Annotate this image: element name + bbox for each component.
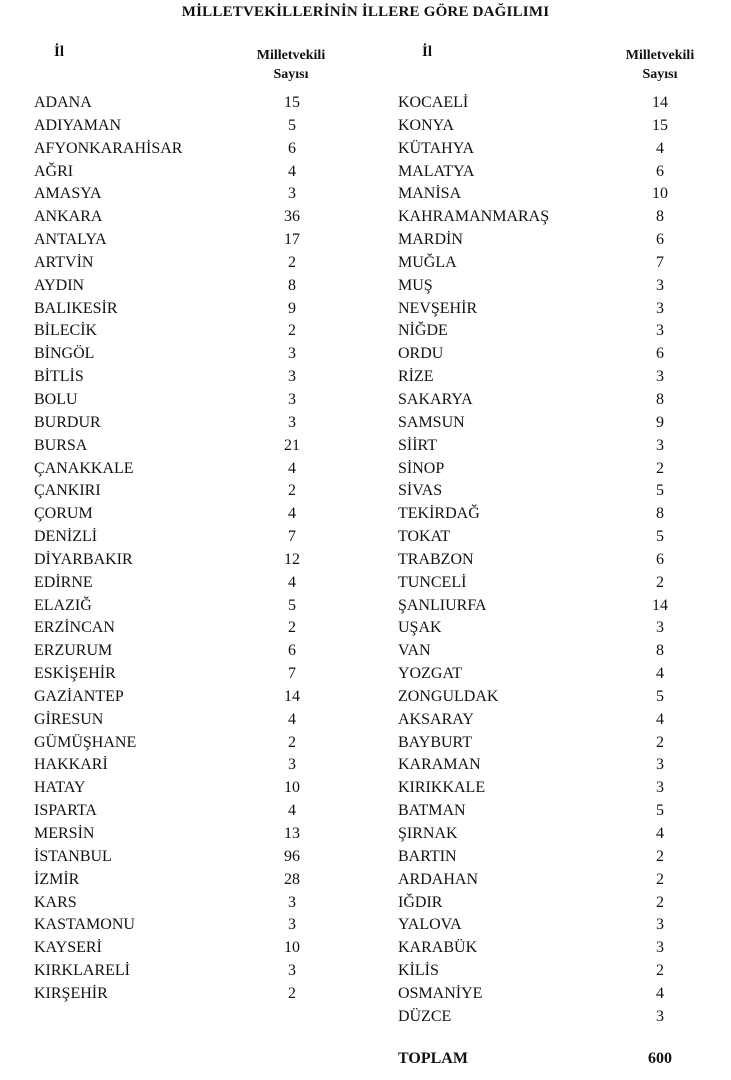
table-row [34, 960, 374, 983]
table-row [398, 92, 718, 115]
deputy-count: 4 [656, 665, 664, 683]
deputy-count: 3 [288, 390, 296, 408]
province-name: KAHRAMANMARAŞ [398, 208, 550, 226]
province-name: ERZİNCAN [34, 619, 115, 637]
table-row [34, 298, 374, 321]
deputy-count: 14 [652, 94, 668, 111]
table-row [34, 937, 374, 960]
total-row [398, 1047, 718, 1071]
table-row [398, 435, 718, 458]
deputy-count: 3 [288, 756, 296, 774]
deputy-count: 14 [284, 687, 300, 705]
deputy-count: 5 [288, 116, 296, 134]
province-name: ISPARTA [34, 802, 97, 820]
deputy-count: 13 [284, 825, 300, 842]
table-row [34, 595, 374, 618]
province-name: SİNOP [398, 459, 445, 477]
table-row [34, 732, 374, 755]
province-name: NEVŞEHİR [398, 299, 478, 317]
deputy-count: 6 [656, 231, 664, 249]
deputy-count: 4 [288, 162, 296, 180]
table-row [398, 617, 718, 640]
province-name: HAKKARİ [34, 756, 108, 774]
deputy-count: 3 [656, 916, 664, 934]
deputy-count: 3 [656, 276, 664, 294]
province-name: BATMAN [398, 802, 466, 820]
province-name: ORDU [398, 345, 444, 363]
table-row [34, 983, 374, 1006]
province-name: ARDAHAN [398, 870, 478, 888]
province-name: MARDİN [398, 231, 463, 249]
table-row [398, 937, 718, 960]
deputy-count: 2 [656, 573, 664, 591]
deputy-count: 3 [656, 299, 664, 317]
deputy-count: 8 [288, 276, 296, 294]
province-name: AMASYA [34, 185, 102, 203]
table-row [34, 914, 374, 937]
right-column-header [398, 44, 718, 92]
deputy-count: 3 [288, 185, 296, 203]
table-row [398, 275, 718, 298]
deputy-count: 4 [656, 825, 664, 842]
deputy-count: 28 [284, 870, 300, 888]
table-row [398, 206, 718, 229]
deputy-count: 6 [656, 345, 664, 363]
deputy-count: 8 [656, 505, 664, 523]
table-row [398, 754, 718, 777]
deputy-count: 36 [284, 208, 300, 226]
province-name: BİNGÖL [34, 345, 95, 363]
province-name: ARTVİN [34, 253, 94, 271]
deputy-count: 8 [656, 390, 664, 408]
deputy-count: 4 [288, 573, 296, 591]
table-row [398, 732, 718, 755]
deputy-count: 96 [284, 847, 300, 865]
province-name: KARABÜK [398, 939, 478, 957]
table-row [34, 206, 374, 229]
deputy-count: 4 [288, 802, 296, 820]
province-name: RİZE [398, 368, 434, 386]
province-name: ZONGULDAK [398, 687, 499, 705]
province-name: YOZGAT [398, 665, 462, 683]
table-row [34, 572, 374, 595]
table-row [34, 663, 374, 686]
province-name: ANKARA [34, 208, 103, 226]
deputy-count: 6 [656, 550, 664, 568]
deputy-count: 15 [652, 116, 668, 134]
province-name: KARAMAN [398, 756, 481, 774]
table-row [398, 686, 718, 709]
deputy-count: 3 [288, 345, 296, 363]
province-name: ÇANAKKALE [34, 459, 134, 477]
deputy-count: 8 [656, 208, 664, 226]
deputy-count: 15 [284, 94, 300, 111]
table-row [398, 846, 718, 869]
deputy-count: 3 [288, 916, 296, 934]
table-row [398, 343, 718, 366]
deputy-count: 4 [288, 459, 296, 477]
province-name: BARTIN [398, 847, 457, 865]
table-row [398, 229, 718, 252]
count-header-line1: Milletvekili [256, 48, 326, 63]
deputy-count: 10 [284, 939, 300, 957]
deputy-count: 4 [656, 139, 664, 157]
deputy-count: 3 [656, 368, 664, 386]
table-row [34, 343, 374, 366]
province-name: İSTANBUL [34, 847, 112, 865]
table-row [34, 92, 374, 115]
province-name: AYDIN [34, 276, 85, 294]
deputy-count: 7 [288, 665, 296, 683]
table-row [34, 526, 374, 549]
province-name: AFYONKARAHİSAR [34, 139, 183, 157]
table-row [34, 161, 374, 184]
deputy-count: 2 [288, 322, 296, 340]
province-name: KİLİS [398, 962, 439, 980]
table-row [398, 1006, 718, 1029]
deputy-count: 3 [288, 893, 296, 911]
province-name: ŞANLIURFA [398, 596, 487, 614]
table-row [398, 572, 718, 595]
table-row [34, 115, 374, 138]
table-row [398, 709, 718, 732]
table-row [34, 412, 374, 435]
deputy-count: 21 [284, 436, 300, 454]
deputy-count: 4 [656, 710, 664, 728]
province-name: BURSA [34, 436, 88, 454]
table-row [34, 229, 374, 252]
province-name: ESKİŞEHİR [34, 665, 116, 683]
count-header [610, 46, 710, 84]
province-name: SAKARYA [398, 390, 473, 408]
deputy-count: 2 [656, 962, 664, 980]
deputy-count: 3 [656, 779, 664, 797]
table-row [34, 503, 374, 526]
province-name: BAYBURT [398, 733, 473, 751]
province-name: BURDUR [34, 413, 101, 431]
deputy-count: 17 [284, 231, 300, 249]
deputy-count: 9 [288, 299, 296, 317]
table-row [398, 914, 718, 937]
deputy-count: 2 [288, 619, 296, 637]
deputy-count: 8 [656, 642, 664, 660]
table-row [398, 960, 718, 983]
province-name: ŞIRNAK [398, 825, 458, 842]
table-row [34, 480, 374, 503]
deputy-count: 2 [656, 870, 664, 888]
province-name: GÜMÜŞHANE [34, 733, 137, 751]
province-name: BİTLİS [34, 368, 84, 386]
deputy-count: 5 [656, 687, 664, 705]
province-name: UŞAK [398, 619, 442, 637]
table-row [34, 183, 374, 206]
province-name: ÇANKIRI [34, 482, 101, 500]
province-name: MERSİN [34, 825, 95, 842]
province-name: OSMANİYE [398, 984, 483, 1002]
count-header-line2: Sayısı [642, 67, 678, 82]
table-row [398, 115, 718, 138]
table-row [34, 435, 374, 458]
table-row [34, 640, 374, 663]
province-name: MUŞ [398, 276, 433, 294]
province-name: GAZİANTEP [34, 687, 124, 705]
table-row [34, 549, 374, 572]
table-row [34, 823, 374, 846]
page-title: MİLLETVEKİLLERİNİN İLLERE GÖRE DAĞILIMI [181, 4, 550, 20]
province-name: ADANA [34, 94, 92, 111]
table-row [398, 366, 718, 389]
province-name: VAN [398, 642, 431, 660]
table-row [398, 892, 718, 915]
table-row [34, 777, 374, 800]
table-row [398, 800, 718, 823]
table-row [34, 846, 374, 869]
deputy-count: 4 [288, 710, 296, 728]
deputy-count: 3 [656, 1007, 664, 1025]
deputy-count: 10 [652, 185, 668, 203]
deputy-count: 2 [656, 733, 664, 751]
deputy-count: 3 [656, 756, 664, 774]
table-row [398, 138, 718, 161]
table-row [398, 663, 718, 686]
table-row [398, 389, 718, 412]
province-name: IĞDIR [398, 893, 443, 911]
count-header [240, 46, 342, 84]
table-row [398, 183, 718, 206]
table-row [398, 595, 718, 618]
table-row [398, 252, 718, 275]
deputy-count: 2 [656, 459, 664, 477]
table-row [34, 686, 374, 709]
deputy-count: 2 [288, 733, 296, 751]
table-row [398, 480, 718, 503]
province-name: BİLECİK [34, 322, 98, 340]
province-name: KOCAELİ [398, 94, 469, 111]
table-row [398, 640, 718, 663]
table-row [34, 252, 374, 275]
table-row [398, 983, 718, 1006]
deputy-count: 3 [656, 619, 664, 637]
province-name: DENİZLİ [34, 528, 98, 546]
province-name: KIRŞEHİR [34, 984, 108, 1002]
table-row [34, 800, 374, 823]
total-value: 600 [648, 1050, 672, 1067]
il-header: İl [422, 44, 433, 60]
province-name: TOKAT [398, 528, 451, 546]
deputy-count: 14 [652, 596, 668, 614]
table-row [34, 320, 374, 343]
deputy-count: 7 [288, 528, 296, 546]
province-name: DÜZCE [398, 1007, 452, 1025]
province-name: ÇORUM [34, 505, 93, 523]
deputy-count: 4 [288, 505, 296, 523]
deputy-count: 3 [288, 413, 296, 431]
left-column [34, 44, 374, 1006]
province-name: KASTAMONU [34, 916, 135, 934]
table-row [398, 298, 718, 321]
deputy-count: 2 [288, 984, 296, 1002]
province-name: AĞRI [34, 162, 74, 180]
table-row [398, 320, 718, 343]
table-row [34, 389, 374, 412]
deputy-count: 5 [288, 596, 296, 614]
province-name: TUNCELİ [398, 573, 467, 591]
province-name: SİİRT [398, 436, 438, 454]
table-row [398, 161, 718, 184]
deputy-count: 7 [656, 253, 664, 271]
deputy-count: 3 [288, 962, 296, 980]
count-header-line1: Milletvekili [625, 48, 695, 63]
deputy-count: 10 [284, 779, 300, 797]
deputy-count: 12 [284, 550, 300, 568]
table-row [34, 138, 374, 161]
deputy-count: 2 [288, 253, 296, 271]
province-name: KIRIKKALE [398, 779, 486, 797]
deputy-count: 9 [656, 413, 664, 431]
deputy-count: 6 [656, 162, 664, 180]
table-row [34, 275, 374, 298]
deputy-count: 3 [288, 368, 296, 386]
table-row [34, 458, 374, 481]
right-column [398, 44, 718, 1029]
left-column-header [34, 44, 374, 92]
table-row [398, 503, 718, 526]
province-name: MUĞLA [398, 253, 457, 271]
province-name: NİĞDE [398, 322, 448, 340]
province-name: KIRKLARELİ [34, 962, 130, 980]
deputy-count: 3 [656, 436, 664, 454]
table-row [398, 412, 718, 435]
province-name: ADIYAMAN [34, 116, 122, 134]
province-name: KÜTAHYA [398, 139, 475, 157]
province-name: ANTALYA [34, 231, 107, 249]
deputy-count: 2 [656, 893, 664, 911]
deputy-count: 2 [656, 847, 664, 865]
province-name: SAMSUN [398, 413, 465, 431]
deputy-count: 5 [656, 482, 664, 500]
table-row [34, 709, 374, 732]
province-name: MALATYA [398, 162, 475, 180]
deputy-count: 3 [656, 939, 664, 957]
table-row [398, 777, 718, 800]
province-name: KAYSERİ [34, 939, 102, 957]
table-row [398, 869, 718, 892]
deputy-count: 4 [656, 984, 664, 1002]
table-row [398, 823, 718, 846]
left-rows [34, 92, 374, 1006]
deputy-count: 6 [288, 642, 296, 660]
province-name: EDİRNE [34, 573, 93, 591]
table-row [34, 754, 374, 777]
province-name: TEKİRDAĞ [398, 505, 480, 523]
table-row [398, 458, 718, 481]
province-name: GİRESUN [34, 710, 104, 728]
province-name: HATAY [34, 779, 86, 797]
count-header-line2: Sayısı [273, 67, 309, 82]
province-name: BALIKESİR [34, 299, 118, 317]
table-row [34, 617, 374, 640]
deputy-count: 5 [656, 802, 664, 820]
province-name: DİYARBAKIR [34, 550, 133, 568]
table-row [34, 892, 374, 915]
province-name: AKSARAY [398, 710, 474, 728]
table-row [34, 869, 374, 892]
province-name: MANİSA [398, 185, 462, 203]
province-name: KONYA [398, 116, 454, 134]
province-name: BOLU [34, 390, 78, 408]
province-name: İZMİR [34, 870, 80, 888]
table-row [398, 526, 718, 549]
table-row [34, 366, 374, 389]
province-name: ERZURUM [34, 642, 113, 660]
deputy-count: 6 [288, 139, 296, 157]
deputy-count: 3 [656, 322, 664, 340]
province-name: SİVAS [398, 482, 443, 500]
table-row [398, 549, 718, 572]
province-name: KARS [34, 893, 77, 911]
deputy-count: 2 [288, 482, 296, 500]
total-label: TOPLAM [398, 1050, 468, 1067]
deputy-count: 5 [656, 528, 664, 546]
il-header: İl [54, 44, 65, 60]
province-name: TRABZON [398, 550, 474, 568]
province-name: ELAZIĞ [34, 596, 92, 614]
province-name: YALOVA [398, 916, 462, 934]
right-rows [398, 92, 718, 1029]
